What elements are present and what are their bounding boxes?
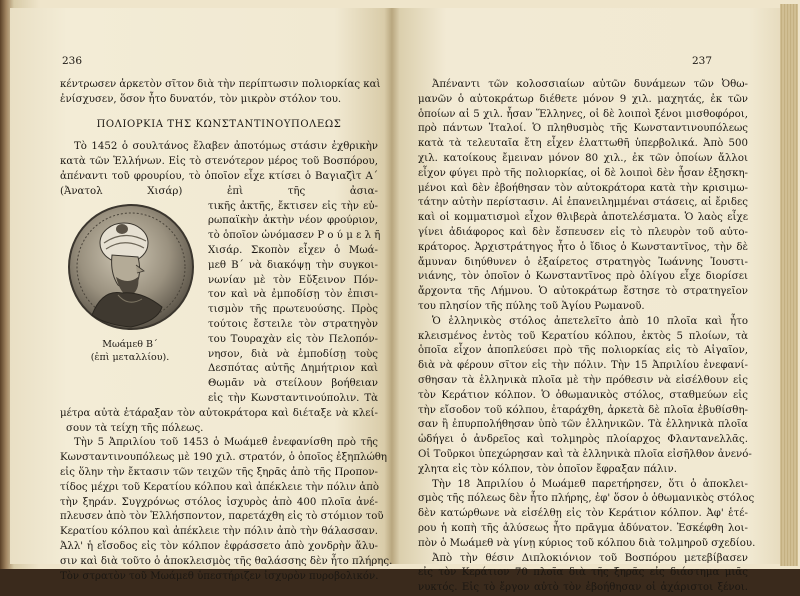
- text-line: εἰς τὸν Κεράτιον 70 πλοῖα διὰ τῆς ξηρᾶς εἰς διάστημα μιᾶς: [418, 567, 748, 579]
- text-line: κατὰ τῶν Ἑλλήνων. Εἰς τὸ στενότερον μέρος τοῦ Βοσπόρου,: [60, 156, 378, 168]
- sultan-medal-image: [62, 203, 200, 331]
- right-page-text: [418, 78, 756, 596]
- text-line: πρὸ πάντων Ἰταλοί. Ὁ πληθυσμὸς τῆς Κωνσταντινουπόλεως: [418, 123, 748, 135]
- left-page: [10, 8, 393, 582]
- text-line: μεθ Β΄ νὰ διακόψῃ τὴν συγκοι-: [208, 259, 378, 271]
- text-line: πλευσεν ἀπὸ τὸν Ἑλλήσποντον, παρετάχθη εἰς τὸ στόμιον τοῦ: [60, 511, 384, 523]
- text-line: ὁποῖα εἶχον ἀποπλεύσει πρὸ τῆς πολιορκίας εἰς τὸ Αἰγαῖον,: [418, 345, 748, 357]
- text-line: Ὁ ἑλληνικὸς στόλος ἀπετελεῖτο ἀπὸ 10 πλοῖα καὶ ἦτο: [432, 315, 748, 327]
- text-line: σαν ἢ ἐπυρπολήθησαν ὑπὸ τῶν ἑλληνικῶν. Τὰ ἑλληνικὰ πλοῖα: [418, 419, 748, 431]
- text-line: τισμὸν τῆς πρωτευούσης. Πρὸς: [208, 304, 378, 316]
- caption-note: (ἐπὶ μεταλλίου).: [90, 352, 170, 363]
- text-line: Κωνσταντινουπόλεως μὲ 190 χιλ. στρατόν, ὁ ὁποῖος ἐξηπλώθη: [60, 452, 388, 464]
- text-line: τὴν εἴσοδον τοῦ κόλπου, ἐταράχθη, ἀρκετὰ δὲ πλοῖα ἐβυθίσθη-: [418, 404, 748, 416]
- text-line: τίδος μέχρι τοῦ Κερατίου κόλπου καὶ ἀπέκλειε τὴν πόλιν ἀπὸ: [60, 481, 380, 493]
- text-line: τάτην αὐτὴν περίστασιν. Αἱ ἐπανειλημμέναι στάσεις, αἱ ἔριδες: [418, 197, 748, 209]
- text-line: Ἀπέναντι τῶν κολοσσιαίων αὐτῶν δυνάμεων τῶν Ὀθω-: [432, 79, 748, 90]
- text-line: τὸν Κεράτιον κόλπον. Ὁ ὀθωμανικὸς στόλος, σταθμεύων εἰς: [418, 389, 748, 401]
- text-line: νωνίαν μὲ τὸν Εὔξεινον Πόν-: [208, 274, 378, 286]
- text-line: νυκτός. Εἰς τὸ ἔργον αὐτὸ τὸν ἐβοήθησαν οἱ ἀχάριστοι ξένοι.: [418, 582, 748, 594]
- caption-title: Μωάμεθ Β΄: [102, 339, 158, 350]
- text-line: ὡδήγει ὁ ἀνδρεῖος καὶ τολμηρὸς πλοίαρχος Φλαντανελλᾶς.: [418, 434, 748, 446]
- text-line: γίνει ἀδιάφορος καὶ δὲν ἔσπευσεν εἰς τὸ πλευρὸν τοῦ αὐτο-: [418, 226, 748, 238]
- text-line: σμὸς τῆς πόλεως δὲν ἦτο πλήρης, ἐφ' ὅσον ὁ ὀθωμανικὸς στόλος: [418, 493, 755, 505]
- text-line: σθησαν τὰ ἑλληνικὰ πλοῖα μὲ τὴν πρόθεσιν νὰ εἰσέλθουν εἰς: [418, 374, 748, 386]
- text-line: χλητα εἰς τὸν κόλπον, τὸν ὁποῖον ἔφραξαν πάλιν.: [418, 463, 677, 475]
- text-line: δὲν κατώρθωνε νὰ εἰσέλθῃ εἰς τὸν Κεράτιον κόλπον. Ἀφ' ἑτέ-: [418, 508, 748, 520]
- text-line: Χισάρ. Σκοπὸν εἶχεν ὁ Μωά-: [208, 244, 378, 256]
- text-line: ἀπέναντι τοῦ φρουρίου, τὸ ὁποῖον εἶχε κτίσει ὁ Βαγιαζὶτ Α΄: [60, 170, 378, 182]
- text-line: Οἱ Τοῦρκοι ὑπεχώρησαν καὶ τὰ ἑλληνικὰ πλοῖα εἰσῆλθον ἀνενό-: [418, 448, 752, 460]
- text-line: ὁποίων αἱ 5 χιλ. ἦσαν Ἕλληνες, οἱ δὲ λοιποὶ ξένοι μισθοφόροι,: [418, 108, 748, 120]
- figure-caption: [64, 338, 196, 364]
- text-line: κράτορος. Ἀρχιστράτηγος ἦτο ὁ ἴδιος ὁ Κωνσταντῖνος, τὴν δὲ: [418, 241, 748, 253]
- text-line: Δεσπότας αὐτῆς Δημήτριον καὶ: [208, 363, 378, 375]
- text-line: κέντρωσεν ἀρκετὸν σῖτον διὰ τὴν περίπτωσιν πολιορκίας καὶ: [60, 79, 381, 90]
- text-line: Θωμᾶν νὰ στείλουν βοήθειαν: [208, 378, 378, 390]
- text-line: νησον, διὰ νὰ ἐμποδίσῃ τοὺς: [208, 348, 378, 360]
- text-line: τὴν ξηράν. Συγχρόνως στόλος ἰσχυρὸς ἀπὸ 400 πλοῖα ἀνέ-: [60, 496, 378, 508]
- text-line: (Ἀνατολ Χισάρ) ἐπὶ τῆς ἀσια-: [60, 185, 378, 197]
- text-line: εἶχον φύγει πρὸ τῆς πολιορκίας, οἱ δὲ λοιποὶ δὲν ἦσαν ἐξησκη-: [418, 167, 748, 179]
- text-line: ρου ἡ κοπὴ τῆς ἁλύσεως ἦτο πρᾶγμα ἀδύνατον. Ἐσκέφθη λοι-: [418, 522, 748, 534]
- right-page: [392, 8, 780, 594]
- section-heading: ΠΟΛΙΟΡΚΙΑ ΤΗΣ ΚΩΝΣΤΑΝΤΙΝΟΥΠΟΛΕΩΣ: [96, 118, 342, 130]
- text-line: τον καὶ νὰ ἐμποδίσῃ τὸν ἐπισι-: [208, 289, 378, 301]
- text-line: κατὰ τὰ τελευταῖα ἔτη εἶχεν ἐλαττωθῆ ὑπερβολικά. Ἀπὸ 500: [418, 138, 748, 150]
- text-line: εἰς τὴν Κωνσταντινούπολιν. Τὰ: [208, 392, 378, 404]
- text-line: τὸ ὁποῖον ὠνόμασεν Ρ ο ύ μ ε λ ῆ: [208, 230, 381, 242]
- text-line: Τὸν στρατὸν τοῦ Μωάμεθ ὑπεστήριζεν ἰσχυρὸν πυροβολικόν.: [60, 570, 379, 582]
- page-number-right: 237: [692, 55, 713, 67]
- text-line: ἄρχοντα τῆς Λήμνου. Ὁ αὐτοκράτωρ ἔστησε τὸ στρατηγεῖον: [418, 286, 748, 298]
- text-line: χιλ. κατοίκους ἔμειναν μόνον 80 χιλ., ἐκ τῶν ὁποίων ἄλλοι: [418, 152, 748, 164]
- text-line: ρωπαϊκὴν ἀκτὴν νέον φρούριον,: [208, 215, 378, 227]
- page-number-left: 236: [62, 55, 83, 67]
- text-line: του πλησίον τῆς πύλης τοῦ Ἁγίου Ρωμανοῦ.: [418, 300, 645, 312]
- page-edges: [780, 4, 798, 566]
- text-line: πὸν ὁ Μωάμεθ νὰ γίνῃ κύριος τοῦ κόλπου διὰ τολμηροῦ σχεδίου.: [418, 537, 756, 549]
- text-line: Ἀλλ' ἡ εἴσοδος εἰς τὸν κόλπον ἐφράσσετο ἀπὸ χονδρὴν ἅλυ-: [60, 540, 378, 552]
- text-line: εἰς ὅλην τὴν ἔκτασιν τῶν τειχῶν τῆς ξηρᾶς ἀπὸ τῆς Προπον-: [60, 466, 378, 478]
- text-line: του Τουραχὰν εἰς τὸν Πελοπόν-: [208, 333, 378, 345]
- text-line: Ἀπὸ τὴν θέσιν Διπλοκιόνιον τοῦ Βοσπόρου μετεβίβασεν: [432, 552, 748, 564]
- text-line: νιάνης, τὸν ὁποῖον ὁ Κωνσταντῖνος πρὸ ὀλίγου εἶχε διορίσει: [418, 271, 748, 283]
- text-line: μέτρα αὐτὰ ἐτάραξαν τὸν αὐτοκράτορα καὶ διέταξε νὰ κλεί-: [60, 407, 378, 419]
- text-line: τικῆς ἀκτῆς, ἔκτισεν εἰς τὴν εὐ-: [208, 200, 378, 212]
- text-line: Τὸ 1452 ὁ σουλτάνος ἔλαβεν ἀποτόμως στάσιν ἐχθρικὴν: [74, 141, 378, 153]
- text-line: Τὴν 5 Ἀπριλίου τοῦ 1453 ὁ Μωάμεθ ἐνεφανίσθη πρὸ τῆς: [74, 437, 378, 449]
- text-line: μανῶν ὁ αὐτοκράτωρ διέθετε μόνον 9 χιλ. μαχητάς, ἐκ τῶν: [418, 93, 748, 105]
- text-line: διὰ νὰ φέρουν σῖτον εἰς τὴν πόλιν. Τὴν 15 Ἀπριλίου ἐνεφανί-: [418, 360, 748, 372]
- left-page-text: [60, 78, 393, 584]
- text-line: τούτοις ἔστειλε τὸν στρατηγὸν: [208, 318, 378, 330]
- text-line: κλεισμένος ἐντὸς τοῦ Κερατίου κόλπου, ἐκτὸς 5 πλοίων, τὰ: [418, 330, 748, 342]
- text-line: Κερατίου κόλπου καὶ ἀπέκλειε τὴν πόλιν ἀπὸ τὴν θάλασσαν.: [60, 526, 378, 538]
- text-line: σιν καὶ διὰ τοῦτο ὁ ἀποκλεισμὸς τῆς θαλάσσης δὲν ἦτο πλήρης.: [60, 555, 393, 567]
- text-line: σουν τὰ τείχη τῆς πόλεως.: [66, 422, 204, 434]
- text-line: ἄμυναν διηύθυνεν ὁ ἐξαίρετος στρατηγὸς Ἰωάννης Ἰουστι-: [418, 256, 748, 268]
- text-line: ἐνίσχυσεν, ὅσον ἦτο δυνατόν, τὸν μικρὸν στόλον του.: [60, 93, 342, 105]
- text-line: Τὴν 18 Ἀπριλίου ὁ Μωάμεθ παρετήρησεν, ὅτι ὁ ἀποκλει-: [432, 478, 748, 490]
- text-line: καὶ οἱ κομματισμοὶ εἶχον θλιβερὰ ἀποτελέσματα. Ὁ λαὸς εἶχε: [418, 212, 748, 224]
- text-line: μένοι καὶ δὲν ἐβοήθησαν τὸν αὐτοκράτορα κατὰ τὴν κρισιμω-: [418, 182, 748, 194]
